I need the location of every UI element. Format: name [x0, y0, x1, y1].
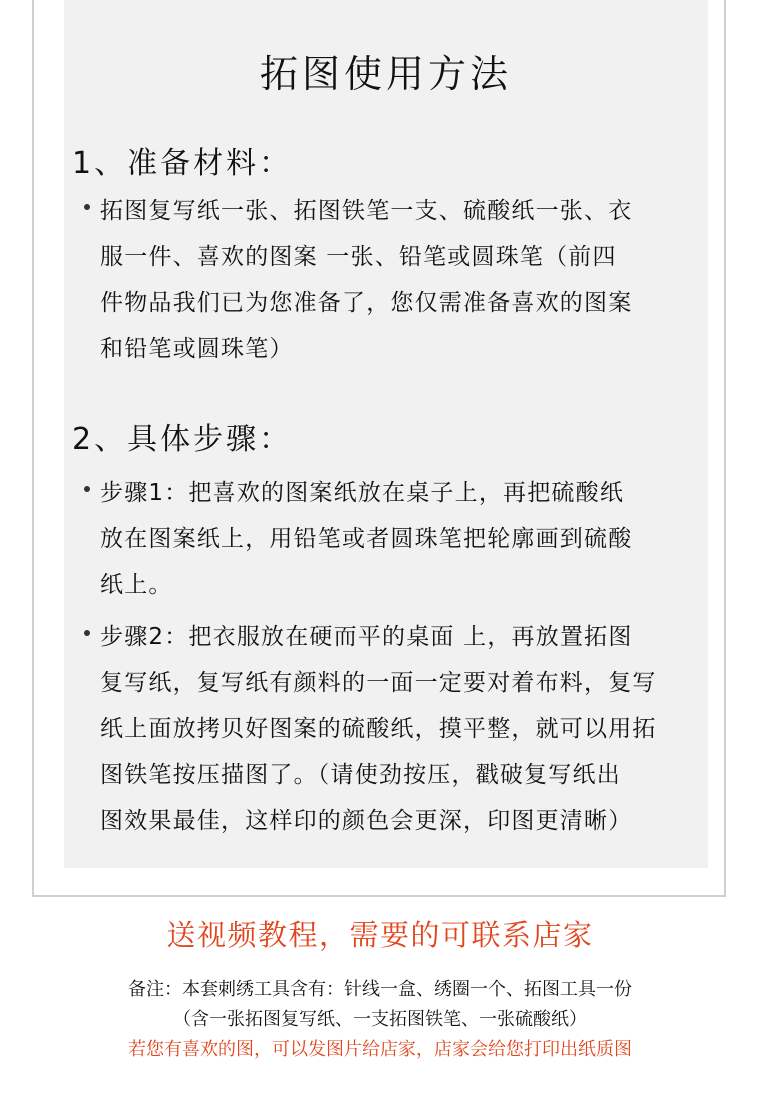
instruction-frame — [32, 0, 726, 897]
step2-text — [84, 614, 706, 844]
section-heading-steps: 2、具体步骤： — [72, 422, 293, 457]
bullet-dot-icon — [84, 204, 90, 210]
step1-line: 放在图案纸上，用铅笔或者圆珠笔把轮廓画到硫酸 — [100, 526, 633, 552]
bullet-dot-icon — [84, 486, 90, 492]
step1-line: 纸上。 — [100, 572, 173, 598]
note-line: （含一张拓图复写纸、一支拓图铁笔、一张硫酸纸） — [173, 1009, 587, 1030]
step2-line: 复写纸，复写纸有颜料的一面一定要对着布料，复写 — [100, 670, 657, 696]
materials-line: 服一件、喜欢的图案 一张、铅笔或圆珠笔（前四 — [100, 244, 617, 270]
materials-text — [84, 188, 706, 372]
instruction-panel — [64, 0, 708, 868]
section-heading-materials: 1、准备材料： — [72, 146, 293, 181]
step1-text — [84, 470, 706, 608]
note-line-highlight: 若您有喜欢的图，可以发图片给店家，店家会给您打印出纸质图 — [128, 1039, 632, 1060]
video-tutorial-promo: 送视频教程，需要的可联系店家 — [166, 918, 594, 952]
step2-line: 图铁笔按压描图了。（请使劲按压，戳破复写纸出 — [100, 762, 621, 788]
step2-line: 图效果最佳，这样印的颜色会更深，印图更清晰） — [100, 808, 633, 834]
step2-line: 纸上面放拷贝好图案的硫酸纸，摸平整，就可以用拓 — [100, 716, 657, 742]
bullet-dot-icon — [84, 630, 90, 636]
page-title: 拓图使用方法 — [259, 52, 512, 96]
note-line: 备注：本套刺绣工具含有：针线一盒、绣圈一个、拓图工具一份 — [128, 979, 632, 1000]
materials-line: 件物品我们已为您准备了，您仅需准备喜欢的图案 — [100, 290, 633, 316]
step1-line: 步骤1：把喜欢的图案纸放在桌子上，再把硫酸纸 — [84, 470, 706, 516]
materials-line: 和铅笔或圆珠笔） — [100, 336, 294, 362]
materials-line: 拓图复写纸一张、拓图铁笔一支、硫酸纸一张、衣 — [84, 188, 706, 234]
step2-line: 步骤2：把衣服放在硬而平的桌面 上，再放置拓图 — [84, 614, 706, 660]
